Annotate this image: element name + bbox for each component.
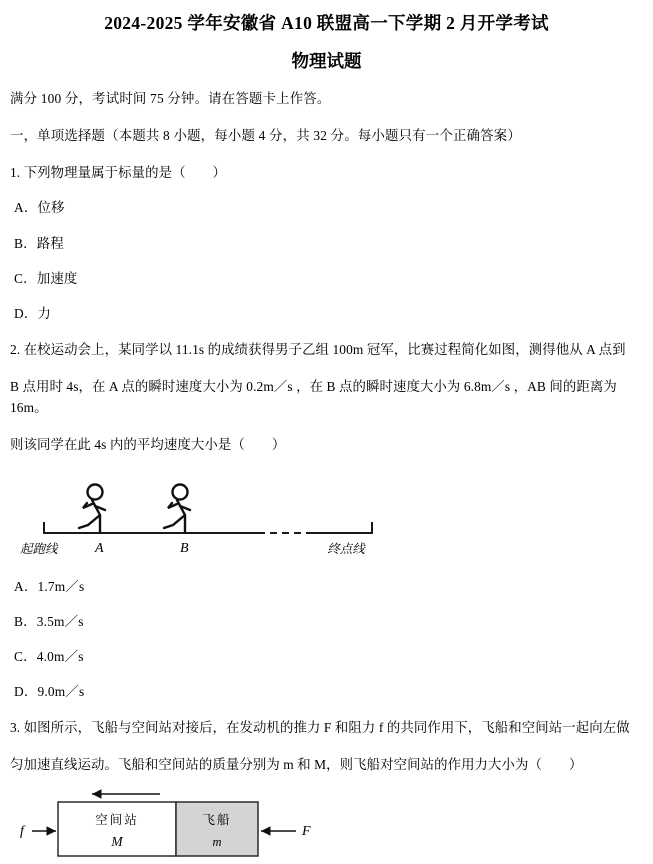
question-2-stem-line-2: B 点用时 4s，在 A 点的瞬时速度大小为 0.2m／s ，在 B 点的瞬时速度大小为 6.8m／s ，AB 间的距离为 16m。 <box>10 378 617 416</box>
spacecraft-station-diagram <box>10 788 350 864</box>
point-a-label: A <box>95 540 104 556</box>
question-2-stem-line-3: 则该同学在此 4s 内的平均速度大小是（ ） <box>10 437 286 453</box>
question-2-option-d[interactable]: D．9.0m／s <box>14 684 85 700</box>
question-3-stem-line-1: 3. 如图所示，飞船与空间站对接后，在发动机的推力 F 和阻力 f 的共同作用下，飞船和空间站一起向左做 <box>10 720 630 736</box>
question-1-option-b[interactable]: B．路程 <box>14 235 64 251</box>
exam-page <box>0 12 653 849</box>
exam-instruction: 满分 100 分，考试时间 75 分钟。请在答题卡上作答。 <box>10 91 331 107</box>
force-f-label: f <box>20 823 24 839</box>
point-b-label: B <box>180 540 189 556</box>
start-line-label: 起跑线 <box>20 541 58 556</box>
question-1-option-c[interactable]: C．加速度 <box>14 270 78 286</box>
runner-track-diagram <box>16 470 436 562</box>
exam-body <box>10 89 643 863</box>
runner-figure-a <box>79 484 105 532</box>
force-F-label: F <box>302 823 311 839</box>
spacecraft-svg <box>10 788 350 864</box>
question-3-stem-line-2: 匀加速直线运动。飞船和空间站的质量分别为 m 和 M，则飞船对空间站的作用力大小为（ ） <box>10 756 583 772</box>
question-1-option-a[interactable]: A．位移 <box>14 200 65 216</box>
question-2-option-c[interactable]: C．4.0m／s <box>14 648 84 664</box>
page-subtitle: 物理试题 <box>291 50 362 71</box>
question-2-option-a[interactable]: A．1.7m／s <box>14 578 85 594</box>
spacecraft-mass-label: m <box>212 834 222 849</box>
track-svg <box>16 470 436 562</box>
question-1-option-d[interactable]: D．力 <box>14 305 52 321</box>
question-2-option-b[interactable]: B．3.5m／s <box>14 613 84 629</box>
section-one-heading: 一，单项选择题（本题共 8 小题，每小题 4 分，共 32 分。每小题只有一个正确答案） <box>10 128 521 144</box>
page-title: 2024-2025 学年安徽省 A10 联盟高一下学期 2 月开学考试 <box>104 13 549 33</box>
finish-line-label: 终点线 <box>327 541 365 556</box>
space-station-mass-label: M <box>111 833 123 849</box>
runner-figure-b <box>164 484 190 532</box>
spacecraft-label: 飞船 <box>202 812 232 827</box>
question-1-stem: 1. 下列物理量属于标量的是（ ） <box>10 164 227 180</box>
space-station-label: 空间站 <box>95 812 139 827</box>
question-2-stem-line-1: 2. 在校运动会上，某同学以 11.1s 的成绩获得男子乙组 100m 冠军，比赛过程简化如图，测得他从 A 点到 <box>10 341 626 357</box>
